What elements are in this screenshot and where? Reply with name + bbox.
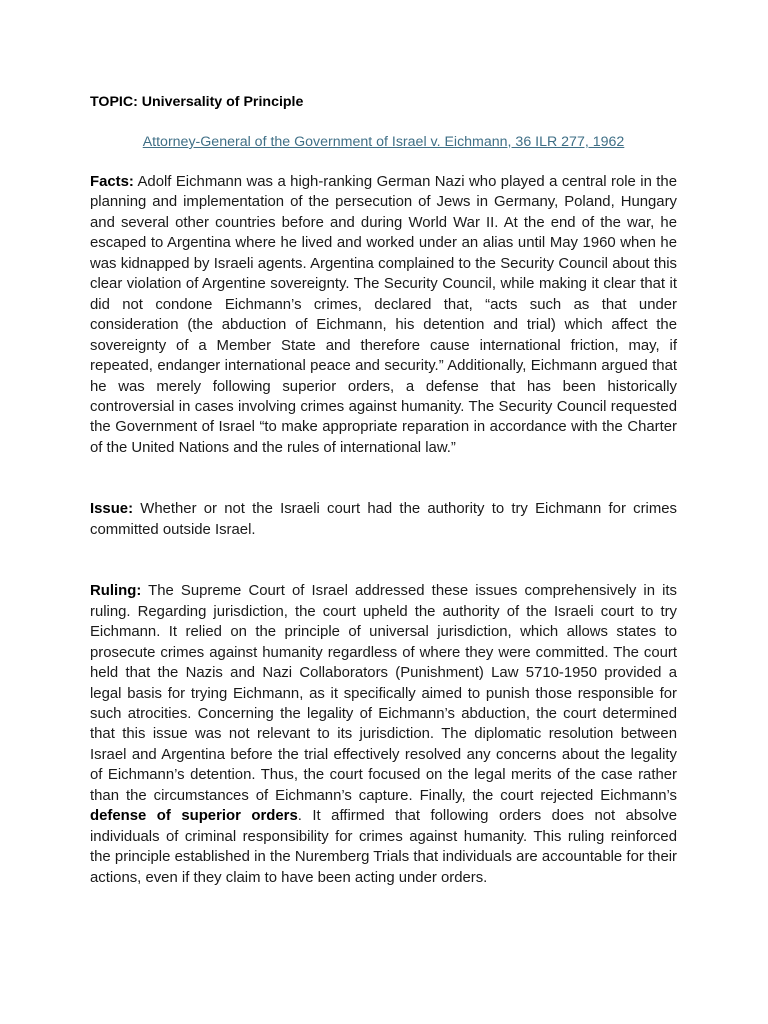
issue-text: Whether or not the Israeli court had the authority to try Eichmann for crimes committed outside Israel. [90, 501, 677, 538]
case-title-link[interactable]: Attorney-General of the Government of Israel v. Eichmann, 36 ILR 277, 1962 [142, 134, 625, 150]
issue-label: Issue: [90, 501, 134, 518]
ruling-text-before: The Supreme Court of Israel addressed these issues comprehensively in its ruling. Regarding jurisdiction, the court upheld the authority of the Israeli court to try Eichmann. It relied on the principle of universal jurisdiction, which allows states to prosecute crimes against humanity regardless of where they were committed. The court held that the Nazis and Nazi Collaborators (Punishment) Law 5710-1950 provided a legal basis for trying Eichmann, as it specifically aimed to punish those responsible for such atrocities. Concerning the legality of Eichmann’s abduction, the court determined that this issue was not relevant to its jurisdiction. The diplomatic resolution between Israel and Argentina before the trial effectively resolved any concerns about the legality of Eichmann’s detention. Thus, the court focused on the legal merits of the case rather than the circumstances of Eichmann’s capture. Finally, the court rejected Eichmann’s [90, 583, 677, 804]
superior-orders-emphasis: defense of superior orders [90, 808, 298, 825]
topic-heading: TOPIC: Universality of Principle [90, 94, 304, 110]
ruling-label: Ruling: [90, 583, 142, 600]
ruling-paragraph [90, 581, 677, 888]
facts-label: Facts: [90, 174, 134, 190]
ruling-text-after: . It affirmed that following orders does not absolve individuals of criminal responsibility for crimes against humanity. This ruling reinforced the principle established in the Nuremberg Trials that individuals are accountable for their actions, even if they claim to have been acting under orders. [90, 808, 677, 886]
document-page [90, 92, 677, 888]
facts-paragraph [90, 172, 677, 458]
facts-text: Adolf Eichmann was a high-ranking German Nazi who played a central role in the planning and implementation of the persecution of Jews in Germany, Poland, Hungary and several other countries before and during World War II. At the end of the war, he escaped to Argentina where he lived and worked under an alias until May 1960 when he was kidnapped by Israeli agents. Argentina complained to the Security Council about this clear violation of Argentine sovereignty. The Security Council, while making it clear that it did not condone Eichmann’s crimes, declared that, “acts such as that under consideration (the abduction of Eichmann, his detention and trial) which affect the sovereignty of a Member State and therefore cause international friction, may, if repeated, endanger international peace and security.” Additionally, Eichmann argued that he was merely following superior orders, a defense that has been historically controversial in cases involving crimes against humanity. The Security Council requested the Government of Israel “to make appropriate reparation in accordance with the Charter of the United Nations and the rules of international law.” [90, 174, 677, 456]
issue-paragraph [90, 499, 677, 540]
